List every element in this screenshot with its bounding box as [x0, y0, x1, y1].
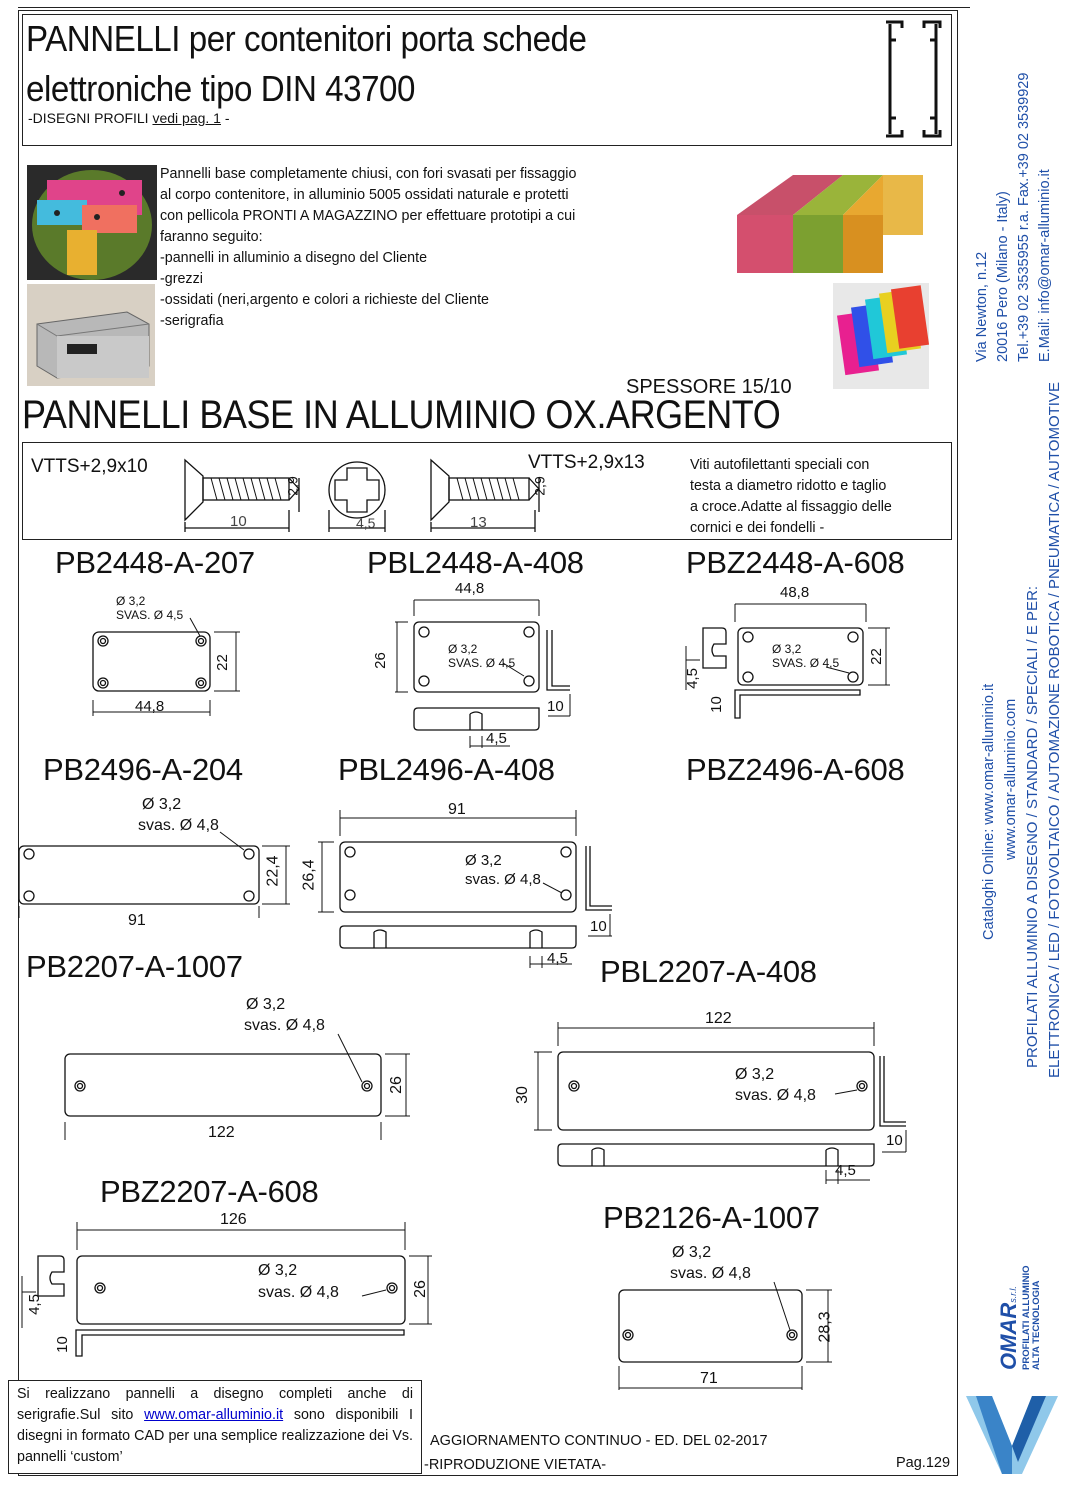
website-link[interactable]: www.omar-alluminio.it — [144, 1407, 284, 1423]
intro-line: al corpo contenitore, in alluminio 5005 ossidati naturale e protetti — [160, 187, 569, 203]
p3-slot: 4,5 — [683, 668, 701, 689]
logo-tag-line: PROFILATI ALLUMINIO — [1021, 1265, 1032, 1370]
subtitle-suffix: - — [220, 110, 230, 126]
p3-w: 48,8 — [780, 584, 810, 601]
p9-h: 26 — [411, 1280, 429, 1298]
p7-w: 122 — [208, 1124, 235, 1141]
desc-line: Viti autofilettanti speciali con — [690, 457, 870, 473]
p10-w: 71 — [700, 1370, 718, 1387]
profiles-block — [1022, 382, 1066, 1078]
p2-slot: 4,5 — [486, 730, 507, 747]
code-p9: PBZ2207-A-608 — [100, 1174, 319, 1209]
p4-svas: svas. Ø 4,8 — [138, 817, 219, 834]
p5-hole: Ø 3,2 — [465, 852, 502, 869]
address-line: Via Newton, n.12 — [974, 251, 990, 362]
p4-h: 22,4 — [264, 855, 282, 887]
p8-slot: 4,5 — [835, 1162, 856, 1179]
p2-flange: 10 — [547, 698, 564, 715]
catalog-line: Cataloghi Online: www.omar-alluminio.it — [981, 683, 997, 940]
p1-hole: Ø 3,2 — [116, 594, 146, 608]
subtitle-prefix: -DISEGNI PROFILI — [28, 110, 153, 126]
copyright-notice: -RIPRODUZIONE VIETATA- — [424, 1457, 607, 1473]
thickness-label: SPESSORE 15/10 — [626, 376, 792, 398]
p2-svas: SVAS. Ø 4,5 — [448, 656, 516, 670]
p9-w: 126 — [220, 1211, 247, 1228]
dim-head-2: 2,9 — [531, 476, 548, 496]
screw2-label: VTTS+2,9x13 — [528, 452, 645, 473]
p9-svas: svas. Ø 4,8 — [258, 1284, 339, 1301]
address-line: Tel.+39 02 3535955 r.a. Fax.+39 02 3539929 — [1016, 72, 1032, 362]
code-p3: PBZ2448-A-608 — [686, 545, 905, 580]
subtitle-link[interactable]: vedi pag. 1 — [152, 110, 221, 126]
intro-line: con pellicola PRONTI A MAGAZZINO per effettuare prototipi a cui — [160, 208, 576, 224]
intro-line: faranno seguito: — [160, 229, 263, 245]
p8-w: 122 — [705, 1010, 732, 1027]
p1-w: 44,8 — [135, 698, 165, 715]
p9-hole: Ø 3,2 — [258, 1262, 298, 1279]
logo-suffix: s.r.l. — [1008, 1286, 1018, 1303]
p5-h: 26,4 — [300, 859, 318, 891]
dim-len2: 13 — [470, 514, 487, 531]
intro-line: Pannelli base completamente chiusi, con fori svasati per fissaggio — [160, 166, 577, 182]
p5-slot: 4,5 — [547, 950, 568, 967]
p10-h: 28,3 — [816, 1311, 834, 1343]
catalog-line: PROFILATI ALLUMINIO A DISEGNO / STANDARD / SPECIALI / E PER: — [1024, 585, 1041, 1068]
p2-hole: Ø 3,2 — [448, 642, 478, 656]
code-p5: PBL2496-A-408 — [338, 752, 555, 787]
code-p10: PB2126-A-1007 — [603, 1200, 820, 1235]
p10-hole: Ø 3,2 — [672, 1244, 712, 1261]
p3-hole: Ø 3,2 — [772, 642, 802, 656]
p3-h: 22 — [867, 648, 885, 665]
p5-svas: svas. Ø 4,8 — [465, 871, 541, 888]
catalog-line: www.omar-alluminio.com — [1003, 698, 1019, 860]
code-p8: PBL2207-A-408 — [600, 954, 817, 989]
p7-hole: Ø 3,2 — [246, 996, 286, 1013]
p1-svas: SVAS. Ø 4,5 — [116, 608, 184, 622]
code-p6: PBZ2496-A-608 — [686, 752, 905, 787]
p5-flange: 10 — [590, 918, 607, 935]
omar-logo-text — [996, 1286, 1022, 1370]
dim-head: 2,9 — [284, 476, 301, 496]
omar-logo-icon — [962, 1376, 1070, 1476]
p2-w: 44,8 — [455, 580, 485, 597]
custom-panels-note — [8, 1380, 422, 1474]
intro-line: -grezzi — [160, 271, 203, 287]
address-line: E.Mail: info@omar-alluminio.it — [1037, 169, 1053, 362]
p8-flange: 10 — [886, 1132, 903, 1149]
p8-h: 30 — [513, 1086, 531, 1104]
title-line-1: PANNELLI per contenitori porta schede — [26, 18, 587, 59]
p9-slot: 4,5 — [25, 1294, 43, 1315]
code-p2: PBL2448-A-408 — [367, 545, 584, 580]
title-line-2: elettroniche tipo DIN 43700 — [26, 68, 415, 109]
p1-h: 22 — [213, 654, 231, 671]
p9-flange: 10 — [53, 1336, 71, 1353]
code-p4: PB2496-A-204 — [43, 752, 243, 787]
p8-hole: Ø 3,2 — [735, 1066, 775, 1083]
p5-w: 91 — [448, 801, 466, 818]
p4-hole: Ø 3,2 — [142, 796, 182, 813]
update-notice: AGGIORNAMENTO CONTINUO - ED. DEL 02-2017 — [430, 1433, 768, 1449]
code-p7: PB2207-A-1007 — [26, 949, 243, 984]
address-line: 20016 Pero (Milano - Italy) — [995, 191, 1011, 362]
intro-line: -serigrafia — [160, 313, 224, 329]
page-number: Pag.129 — [896, 1455, 951, 1471]
intro-line: -pannelli in alluminio a disegno del Cliente — [160, 250, 428, 266]
section-title: PANNELLI BASE IN ALLUMINIO OX.ARGENTO — [22, 393, 781, 437]
note-text-before: Si realizzano pannelli a disegno completi anche di serigrafie.Sul sito — [17, 1386, 413, 1423]
p4-w: 91 — [128, 912, 146, 929]
catalog-block — [978, 684, 1022, 940]
dim-len1: 10 — [230, 513, 247, 530]
p7-h: 26 — [387, 1076, 405, 1094]
desc-line: cornici e dei fondelli - — [690, 520, 825, 536]
intro-line: -ossidati (neri,argento e colori a richieste del Cliente — [160, 292, 489, 308]
p7-svas: svas. Ø 4,8 — [244, 1017, 325, 1034]
desc-line: testa a diametro ridotto e taglio — [690, 478, 887, 494]
note-text-after: sono disponibili I disegni in formato CAD per una semplice realizzazione dei Vs. pannelli ‘custom’ — [17, 1407, 413, 1465]
p3-flange: 10 — [707, 696, 725, 713]
desc-line: a croce.Adatte al fissaggio delle — [690, 499, 892, 515]
p3-svas: SVAS. Ø 4,5 — [772, 656, 840, 670]
code-p1: PB2448-A-207 — [55, 545, 255, 580]
dim-diam: 4,5 — [356, 515, 376, 531]
logo-tag-line: ALTA TECNOLOGIA — [1031, 1280, 1042, 1370]
address-block — [972, 73, 1056, 362]
screw1-label: VTTS+2,9x10 — [31, 456, 148, 477]
catalog-line: ELETTRONICA / LED / FOTOVOLTAICO / AUTOMAZIONE ROBOTICA / PNEUMATICA / AUTOMOTIVE — [1046, 382, 1063, 1078]
p8-svas: svas. Ø 4,8 — [735, 1087, 816, 1104]
omar-logo-tagline — [1022, 1266, 1042, 1371]
logo-name: OMAR — [996, 1302, 1021, 1370]
p10-svas: svas. Ø 4,8 — [670, 1265, 751, 1282]
p2-h: 26 — [371, 652, 389, 669]
